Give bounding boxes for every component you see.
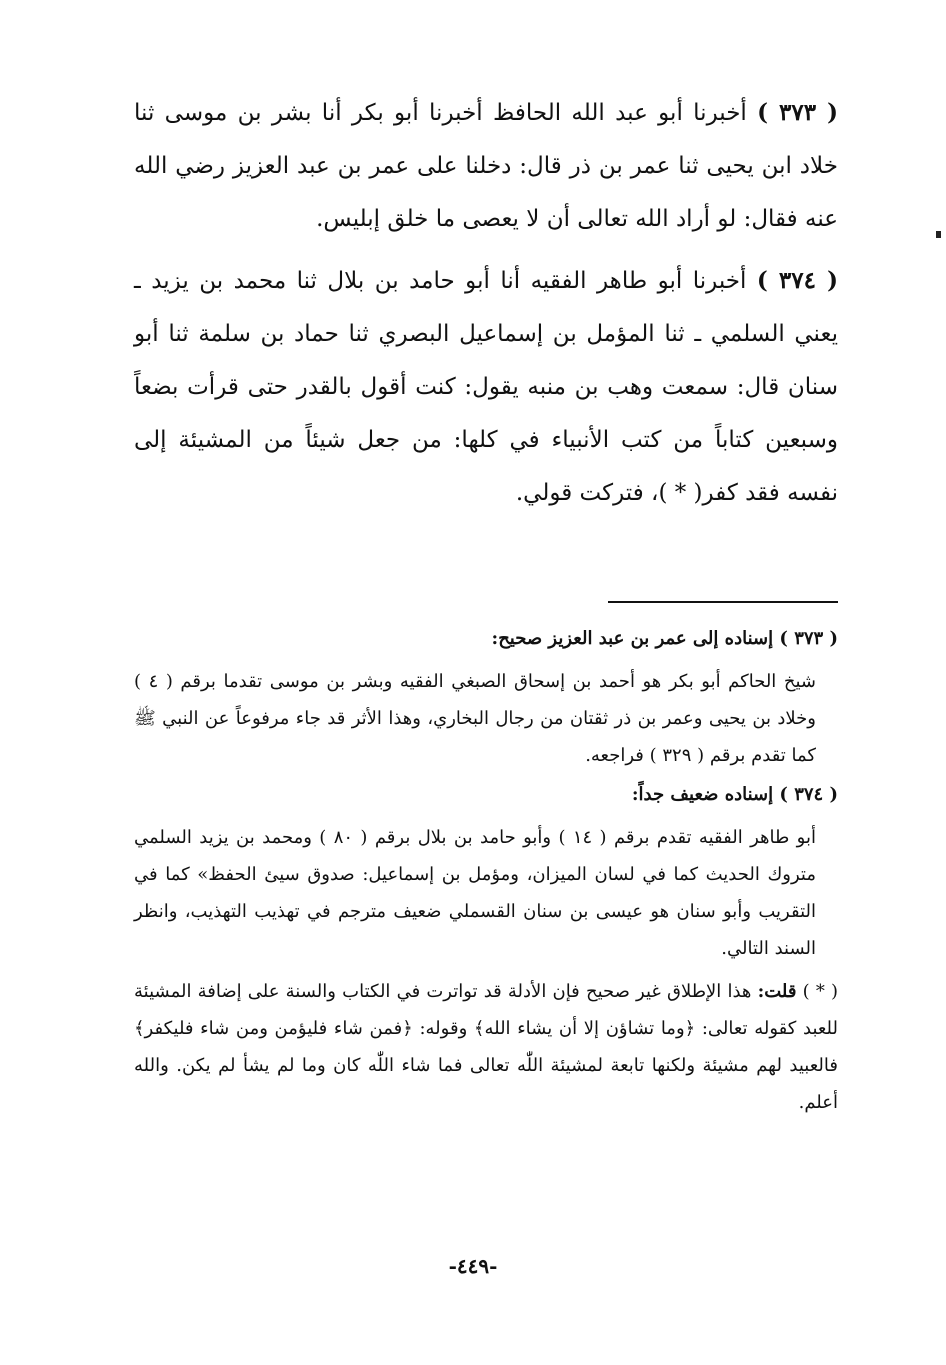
footnote-heading-374: ( ٣٧٤ ) إسناده ضعيف جداً: — [631, 784, 838, 805]
footnote-heading-373: ( ٣٧٣ ) إسناده إلى عمر بن عبد العزيز صحيح: — [491, 628, 838, 649]
comment-marker: ( * ) — [802, 981, 839, 1002]
comment-text: هذا الإطلاق غير صحيح فإن الأدلة قد تواترت في الكتاب والسنة على إضافة المشيئة للعبد كقوله تعالى: ﴿وما تشاؤن إلا أن يشاء الله﴾ وقوله: ﴿فمن شاء فليؤمن ومن شاء فليكفر﴾ فالعبيد لهم مشيئة ولكنها تابعة لمشيئة اللّٰه تعالى فما شاء اللّٰه كان وما لم يشأ لم يكن. والله أعلم. — [134, 981, 838, 1113]
entry-text: أخبرنا أبو عبد الله الحافظ أخبرنا أبو بكر أنا بشر بن موسى ثنا خلاد ابن يحيى ثنا عمر بن ذر قال: دخلنا على عمر بن عبد العزيز رضي الله عنه فقال: لو أراد الله تعالى أن لا يعصى ما خلق إبليس. — [134, 100, 838, 232]
page-number: -٤٤٩- — [448, 1254, 498, 1278]
footnote-separator — [608, 601, 838, 603]
entry-number: ( ٣٧٣ ) — [757, 99, 839, 126]
comment-label: قلت: — [757, 981, 797, 1002]
entry-text: أخبرنا أبو طاهر الفقيه أنا أبو حامد بن بلال ثنا محمد بن يزيد ـ يعني السلمي ـ ثنا المؤمل بن إسماعيل البصري ثنا حماد بن سلمة ثنا أبو سنان قال: سمعت وهب بن منبه يقول: كنت أقول بالقدر حتى قرأت بضعاً وسبعين كتاباً من كتب الأنبياء في كلها: من جعل شيئاً من المشيئة إلى نفسه فقد كفر( * )، فتركت قولي. — [134, 268, 838, 506]
editor-comment — [134, 973, 838, 1121]
entry-373 — [134, 86, 838, 246]
main-text — [134, 86, 838, 524]
footnote-body-374: أبو طاهر الفقيه تقدم برقم ( ١٤ ) وأبو حامد بن بلال برقم ( ٨٠ ) ومحمد بن يزيد السلمي متروك الحديث كما في لسان الميزان، ومؤمل بن إسماعيل: صدوق سيئ الحفظ» كما في التقريب وأبو سنان هو عيسى بن سنان القسملي ضعيف مترجم في تهذيب التهذيب، وانظر السند التالي. — [134, 827, 816, 959]
entry-374 — [134, 254, 838, 520]
footnote-body-373: شيخ الحاكم أبو بكر هو أحمد بن إسحاق الصبغي الفقيه وبشر بن موسى تقدما برقم ( ٤ ) وخلاد بن يحيى وعمر بن ذر ثقتان من رجال البخاري، وهذا الأثر قد جاء مرفوعاً عن النبي ﷺ كما تقدم برقم ( ٣٢٩ ) فراجعه. — [134, 671, 816, 766]
entry-number: ( ٣٧٤ ) — [756, 267, 839, 294]
margin-mark — [936, 231, 941, 238]
footnotes — [134, 620, 838, 1121]
